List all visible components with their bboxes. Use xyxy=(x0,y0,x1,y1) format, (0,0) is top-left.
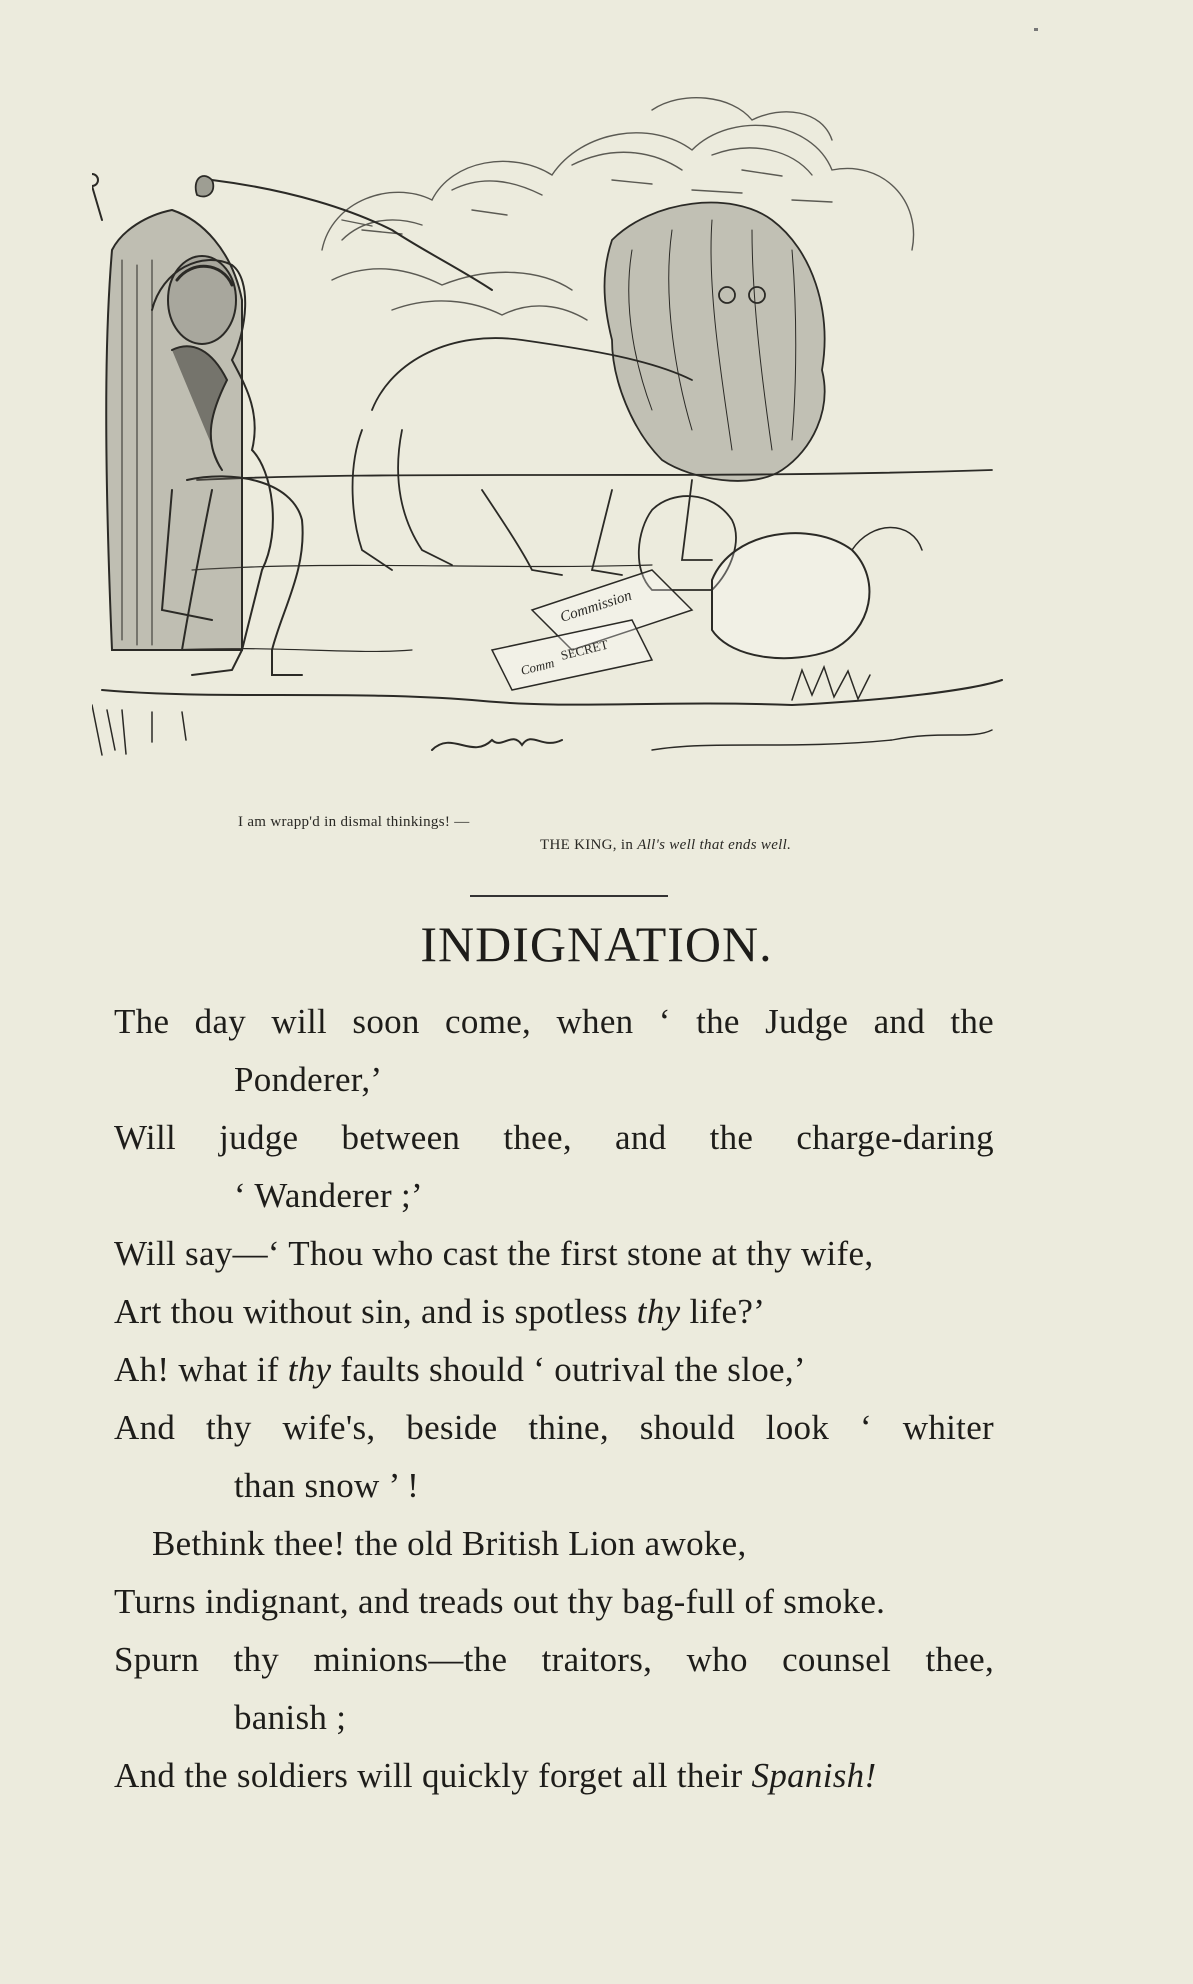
king-and-lion-engraving xyxy=(92,50,1012,796)
caption-work: All's well that ends well. xyxy=(637,837,792,853)
poem-emphasis: thy xyxy=(287,1350,332,1389)
poem-line: Will say—‘ Thou who cast the first stone at thy wife, xyxy=(114,1234,874,1273)
poem-fragment: life?’ xyxy=(680,1292,766,1331)
poem-line xyxy=(114,1283,994,1341)
poem-line xyxy=(114,1341,994,1399)
illustration-caption xyxy=(238,814,938,854)
secret-label: SECRET xyxy=(559,636,610,663)
engraving-illustration xyxy=(92,50,1012,796)
poem-line: Turns indignant, and treads out thy bag-full of smoke. xyxy=(114,1582,886,1621)
poem-fragment: And the soldiers will quickly forget all their xyxy=(114,1756,752,1795)
poem-line: Bethink thee! the old British Lion awoke, xyxy=(152,1524,747,1563)
poem-line: The day will soon come, when ‘ the Judge and the xyxy=(114,1002,994,1041)
poem-fragment: faults should ‘ outrival the sloe,’ xyxy=(331,1350,806,1389)
poem-line: Ponderer,’ xyxy=(234,1060,383,1099)
poem-fragment: Ah! what if xyxy=(114,1350,288,1389)
caption-quote: I am wrapp'd in dismal thinkings! — xyxy=(238,814,470,830)
poem-body xyxy=(114,993,994,1805)
caption-speaker: THE KING, in xyxy=(540,837,638,853)
poem-line: Spurn thy minions—the traitors, who counsel thee, xyxy=(114,1640,994,1679)
horizon xyxy=(197,470,992,480)
comm-label: Comm xyxy=(519,655,556,678)
commission-label: Commission xyxy=(558,587,634,626)
poem-line: And thy wife's, beside thine, should look ‘ whiter xyxy=(114,1408,994,1447)
smoke-bag xyxy=(712,533,869,658)
poem-emphasis: Spanish! xyxy=(751,1756,877,1795)
caption-attribution xyxy=(540,837,938,854)
scan-speck xyxy=(1034,28,1038,31)
poem-emphasis: thy xyxy=(636,1292,681,1331)
poem-line: Will judge between thee, and the charge-daring xyxy=(114,1118,994,1157)
section-divider xyxy=(470,895,668,897)
poem-fragment: Art thou without sin, and is spotless xyxy=(114,1292,637,1331)
poem-line: than snow ’ ! xyxy=(234,1466,420,1505)
poem-line: banish ; xyxy=(234,1698,347,1737)
poem-line: ‘ Wanderer ;’ xyxy=(234,1176,423,1215)
throne xyxy=(92,174,242,650)
british-lion xyxy=(196,176,825,590)
poem-line xyxy=(114,1747,994,1805)
poem-title: INDIGNATION. xyxy=(420,916,773,972)
